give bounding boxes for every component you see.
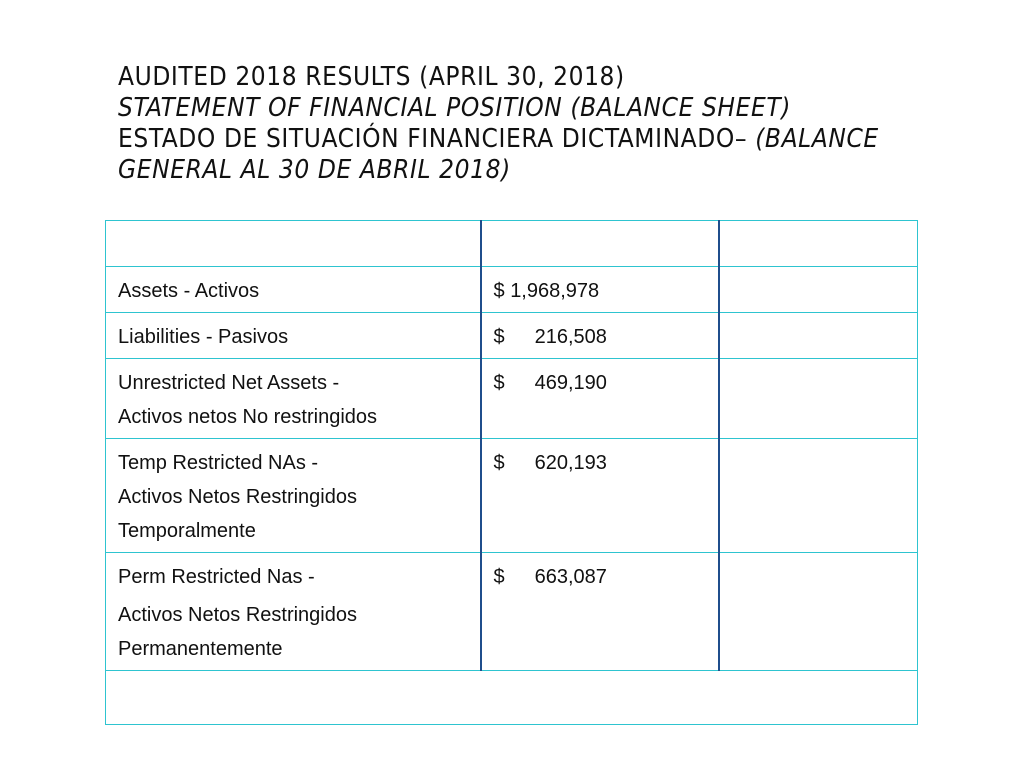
label-line: Temporalmente (118, 520, 256, 542)
table-row (106, 313, 918, 359)
row-amount (481, 553, 719, 671)
header-cell-3 (719, 221, 918, 267)
header-cell-2 (481, 221, 719, 267)
currency-symbol: $ (493, 452, 505, 474)
title-line-3-italic: (BALANCE (755, 124, 879, 154)
title-line-4: GENERAL AL 30 DE ABRIL 2018) (118, 155, 511, 185)
label-line: Activos netos No restringidos (118, 406, 378, 428)
amount-value: 663,087 (534, 566, 607, 588)
table-header-row (106, 221, 918, 267)
label-line: Activos Netos Restringidos (118, 486, 357, 508)
row-empty-cell (719, 553, 918, 671)
header-cell-1 (106, 221, 481, 267)
table-row (106, 267, 918, 313)
label-line: Unrestricted Net Assets - (118, 372, 340, 394)
label-line: Liabilities - Pasivos (118, 326, 289, 348)
row-label (106, 359, 481, 439)
label-line: Perm Restricted Nas - (118, 566, 315, 588)
currency-symbol: $ (493, 372, 505, 394)
row-empty-cell (719, 359, 918, 439)
label-line: Activos Netos Restringidos (118, 604, 357, 626)
currency-symbol: $ (493, 280, 505, 302)
label-line: Assets - Activos (118, 280, 260, 302)
table-footer-row (106, 671, 918, 725)
table-row (106, 553, 918, 671)
amount-value: 216,508 (534, 326, 607, 348)
row-empty-cell (719, 313, 918, 359)
row-label (106, 267, 481, 313)
row-empty-cell (719, 439, 918, 553)
table-row (106, 439, 918, 553)
label-line: Temp Restricted NAs - (118, 452, 319, 474)
row-empty-cell (719, 267, 918, 313)
row-amount (481, 439, 719, 553)
currency-symbol: $ (493, 566, 505, 588)
currency-symbol: $ (493, 326, 505, 348)
title-line-3-main: ESTADO DE SITUACIÓN FINANCIERA DICTAMINADO– (118, 124, 756, 154)
row-label (106, 553, 481, 671)
row-amount (481, 313, 719, 359)
row-amount (481, 267, 719, 313)
amount-value: 469,190 (534, 372, 607, 394)
title-line-3 (118, 124, 918, 155)
slide-title (118, 62, 918, 186)
title-line-2: STATEMENT OF FINANCIAL POSITION (BALANCE SHEET) (118, 93, 791, 123)
amount-value: 1,968,978 (510, 280, 600, 302)
amount-value: 620,193 (534, 452, 607, 474)
table-row (106, 359, 918, 439)
row-label (106, 313, 481, 359)
label-line: Permanentemente (118, 638, 283, 660)
row-label (106, 439, 481, 553)
footer-merged-cell (106, 671, 918, 725)
row-amount (481, 359, 719, 439)
title-line-1: AUDITED 2018 RESULTS (APRIL 30, 2018) (118, 62, 625, 92)
balance-sheet-table (105, 220, 918, 725)
